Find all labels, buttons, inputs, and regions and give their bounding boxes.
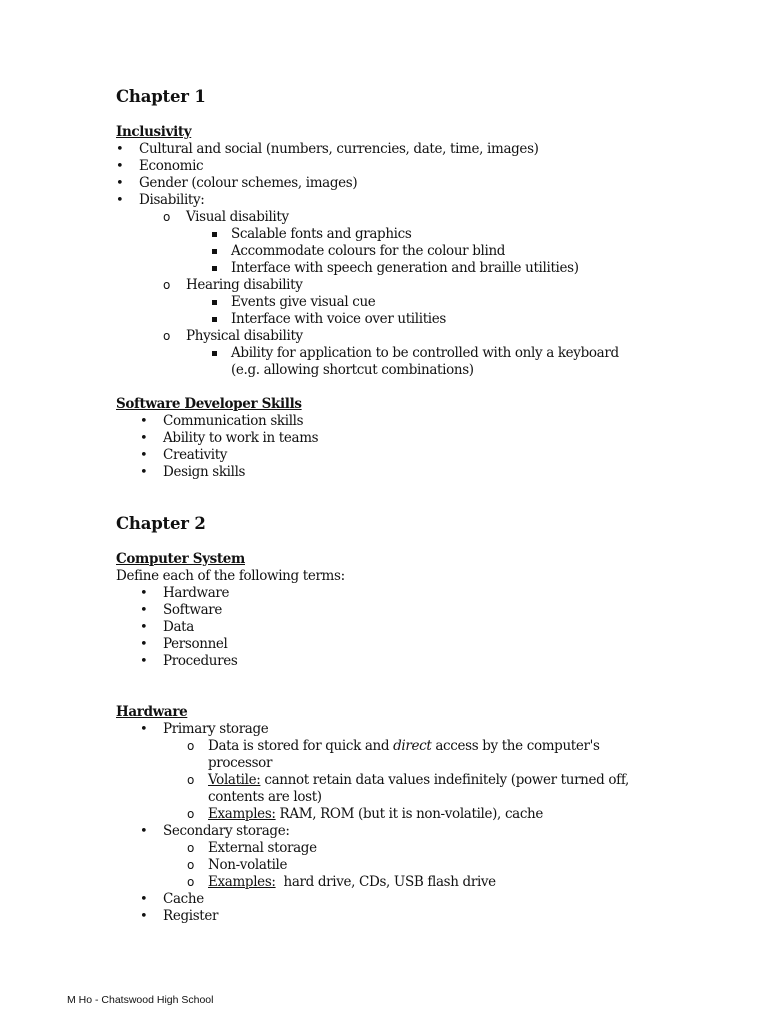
- list-item: • Cultural and social (numbers, currencies, date, time, images): [116, 141, 539, 157]
- list-item-continuation: contents are lost): [208, 789, 322, 805]
- hardware-heading: Hardware: [116, 704, 188, 720]
- list-item-continuation: processor: [208, 755, 273, 771]
- bullet-marker: •: [140, 586, 148, 601]
- list-item-continuation: (e.g. allowing shortcut combinations): [231, 362, 474, 378]
- list-item: • Data: [140, 619, 194, 635]
- list-item: o Data is stored for quick and direct access by the computer's: [187, 738, 600, 754]
- list-item: • Software: [140, 602, 223, 618]
- list-item: • Gender (colour schemes, images): [116, 175, 358, 191]
- list-item: • Procedures: [140, 653, 238, 669]
- list-item: • Register: [140, 908, 219, 924]
- bullet-marker: •: [140, 603, 148, 618]
- list-item: • Hardware: [140, 585, 230, 601]
- bullet-marker: •: [140, 448, 148, 463]
- list-item: o Hearing disability: [163, 277, 303, 293]
- circle-marker: o: [163, 210, 170, 224]
- list-item: • Design skills: [140, 464, 246, 480]
- circle-marker: o: [187, 739, 194, 753]
- list-item: o Non-volatile: [187, 857, 288, 873]
- list-item: • Economic: [116, 158, 204, 174]
- circle-marker: o: [187, 773, 194, 787]
- circle-marker: o: [187, 875, 194, 889]
- bullet-marker: •: [140, 654, 148, 669]
- square-bullet-icon: [212, 249, 217, 254]
- circle-marker: o: [163, 329, 170, 343]
- list-item: Ability for application to be controlled with only a keyboard: [116, 345, 716, 362]
- list-item: Scalable fonts and graphics: [116, 226, 716, 243]
- list-item: • Creativity: [140, 447, 228, 463]
- page-footer: M Ho - Chatswood High School: [67, 994, 214, 1006]
- bullet-marker: •: [116, 193, 124, 208]
- list-item: o Volatile: cannot retain data values indefinitely (power turned off,: [187, 772, 629, 788]
- bullet-marker: •: [116, 142, 124, 157]
- list-item: • Disability:: [116, 192, 205, 208]
- bullet-marker: •: [140, 414, 148, 429]
- computer-system-heading: Computer System: [116, 551, 245, 567]
- bullet-marker: •: [140, 431, 148, 446]
- list-item: • Communication skills: [140, 413, 304, 429]
- list-item: • Cache: [140, 891, 204, 907]
- chapter1-title: Chapter 1: [116, 87, 206, 106]
- bullet-marker: •: [140, 824, 148, 839]
- list-item: • Personnel: [140, 636, 228, 652]
- list-item: • Primary storage: [140, 721, 269, 737]
- square-bullet-icon: [212, 317, 217, 322]
- bullet-marker: •: [140, 722, 148, 737]
- inclusivity-heading: Inclusivity: [116, 124, 192, 140]
- list-item: Accommodate colours for the colour blind: [116, 243, 716, 260]
- list-item: Events give visual cue: [116, 294, 716, 311]
- list-item: o Examples: hard drive, CDs, USB flash drive: [187, 874, 496, 890]
- list-item: Interface with voice over utilities: [116, 311, 716, 328]
- list-item: • Secondary storage:: [140, 823, 290, 839]
- document-body: [116, 84, 716, 925]
- list-item: • Ability to work in teams: [140, 430, 319, 446]
- square-bullet-icon: [212, 232, 217, 237]
- square-bullet-icon: [212, 266, 217, 271]
- square-bullet-icon: [212, 351, 217, 356]
- list-item: o Physical disability: [163, 328, 303, 344]
- square-bullet-icon: [212, 300, 217, 305]
- list-item: o Examples: RAM, ROM (but it is non-volatile), cache: [187, 806, 544, 822]
- computer-system-intro: Define each of the following terms:: [116, 568, 345, 584]
- bullet-marker: •: [116, 159, 124, 174]
- circle-marker: o: [163, 278, 170, 292]
- bullet-marker: •: [116, 176, 124, 191]
- list-item: o Visual disability: [163, 209, 289, 225]
- bullet-marker: •: [140, 637, 148, 652]
- software-developer-skills-heading: Software Developer Skills: [116, 396, 302, 412]
- bullet-marker: •: [140, 892, 148, 907]
- bullet-marker: •: [140, 909, 148, 924]
- circle-marker: o: [187, 807, 194, 821]
- bullet-marker: •: [140, 620, 148, 635]
- list-item: o External storage: [187, 840, 317, 856]
- list-item: Interface with speech generation and braille utilities): [116, 260, 716, 277]
- circle-marker: o: [187, 841, 194, 855]
- chapter2-title: Chapter 2: [116, 514, 206, 533]
- circle-marker: o: [187, 858, 194, 872]
- bullet-marker: •: [140, 465, 148, 480]
